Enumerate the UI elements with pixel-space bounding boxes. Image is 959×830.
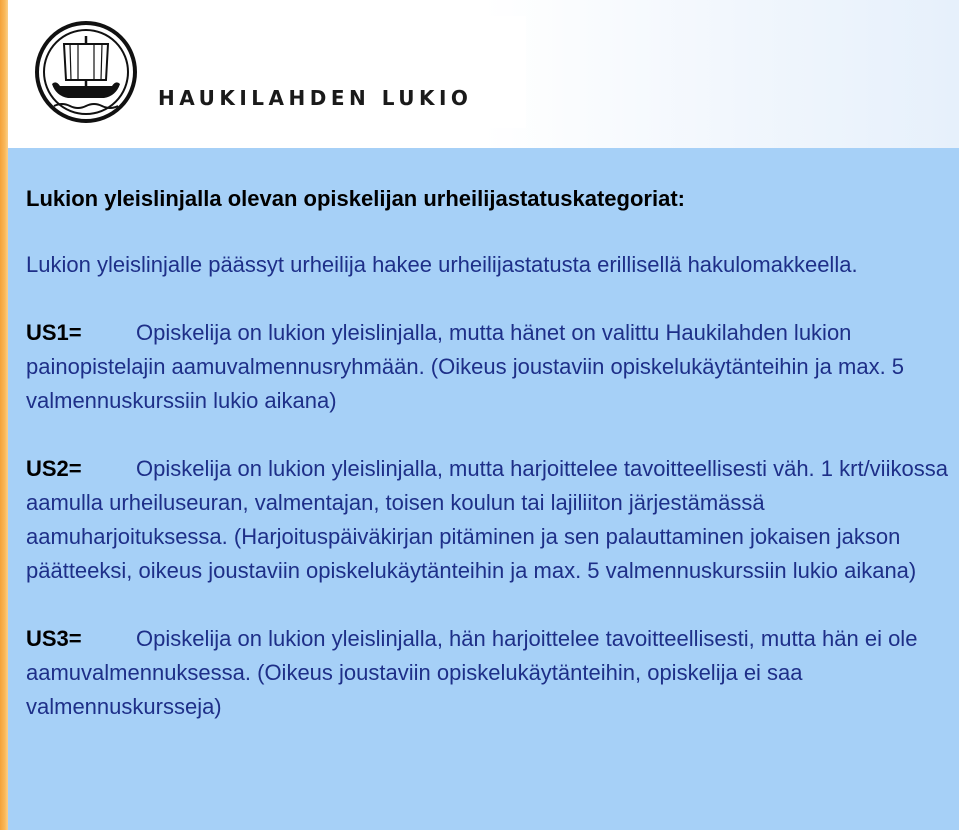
category-text: Opiskelija on lukion yleislinjalla, mutta hänet on valittu Haukilahden lukion painopistelajin aamuvalmennusryhmään. (Oikeus joustaviin opiskelukäytänteihin ja max. 5 valmennuskurssiin lukio aikana) — [26, 320, 905, 413]
category-label: US1= — [26, 320, 82, 345]
school-logo — [20, 16, 526, 128]
category-us3 — [26, 622, 951, 724]
category-us1 — [26, 316, 951, 418]
category-us2 — [26, 452, 951, 588]
category-text: Opiskelija on lukion yleislinjalla, hän harjoittelee tavoitteellisesti, mutta hän ei ole aamuvalmennuksessa. (Oikeus joustaviin opiskelukäytänteihin, opiskelija ei saa valmennuskursseja) — [26, 626, 918, 719]
category-label: US2= — [26, 456, 82, 481]
viking-ship-emblem-icon — [34, 20, 138, 124]
header-band — [8, 0, 959, 148]
accent-stripe — [0, 0, 8, 830]
school-name: HAUKILAHDEN LUKIO — [158, 86, 473, 110]
intro-paragraph: Lukion yleislinjalle päässyt urheilija hakee urheilijastatusta erillisellä hakulomakkeella. — [26, 252, 858, 277]
category-label: US3= — [26, 626, 82, 651]
category-text: Opiskelija on lukion yleislinjalla, mutta harjoittelee tavoitteellisesti väh. 1 krt/viikossa aamulla urheiluseuran, valmentajan, toisen koulun tai lajiliiton järjestämässä aamuharjoituksessa. (Harjoituspäiväkirjan pitäminen ja sen palauttaminen jokaisen jakson päätteeksi, oikeus joustaviin opiskelukäytänteihin ja max. 5 valmennuskurssiin lukio aikana) — [26, 456, 948, 583]
slide-heading: Lukion yleislinjalla olevan opiskelijan urheilijastatuskategoriat: — [26, 186, 685, 211]
slide-content — [26, 182, 951, 724]
